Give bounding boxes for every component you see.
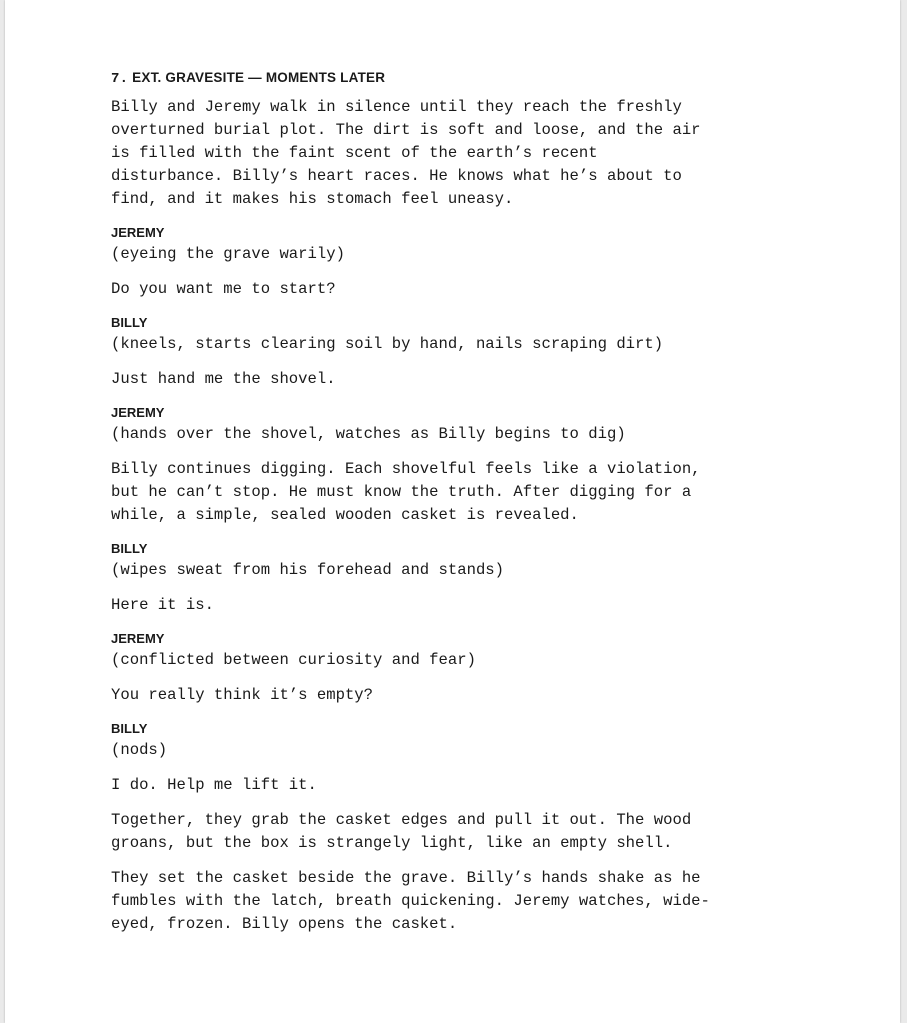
character-name: JEREMY: [111, 631, 165, 646]
screenplay-content: [111, 66, 791, 936]
dialogue-line: I do. Help me lift it.: [111, 776, 317, 794]
parenthetical: (eyeing the grave warily): [111, 245, 345, 263]
character-name: JEREMY: [111, 405, 165, 420]
action-text: Together, they grab the casket edges and pull it out. The wood groans, but the box is strangely light, like an empty shell.: [111, 811, 692, 852]
character-name: BILLY: [111, 315, 148, 330]
parenthetical: (nods): [111, 741, 168, 759]
action-paragraph: [111, 867, 791, 936]
action-text: They set the casket beside the grave. Billy’s hands shake as he fumbles with the latch, breath quickening. Jeremy watches, wide- eyed, frozen. Billy opens the casket.: [111, 869, 710, 933]
action-text: Billy and Jeremy walk in silence until they reach the freshly overturned burial plot. The dirt is soft and loose, and the air is filled with the faint scent of the earth’s recent disturbance. Billy’s heart races. He knows what he’s about to find, and it makes his stomach feel uneasy.: [111, 98, 701, 208]
action-paragraph: [111, 458, 791, 527]
parenthetical: (conflicted between curiosity and fear): [111, 651, 476, 669]
character-name: BILLY: [111, 541, 148, 556]
parenthetical: (hands over the shovel, watches as Billy begins to dig): [111, 425, 626, 443]
scene-number: 7.: [111, 71, 129, 87]
dialogue-line: Here it is.: [111, 596, 214, 614]
dialogue-line: You really think it’s empty?: [111, 686, 374, 704]
character-name: BILLY: [111, 721, 148, 736]
parenthetical: (kneels, starts clearing soil by hand, nails scraping dirt): [111, 335, 664, 353]
dialogue-line: Just hand me the shovel.: [111, 370, 336, 388]
scene-heading-text: EXT. GRAVESITE — MOMENTS LATER: [132, 70, 386, 85]
action-text: Billy continues digging. Each shovelful feels like a violation, but he can’t stop. He must know the truth. After digging for a while, a simple, sealed wooden casket is revealed.: [111, 460, 701, 524]
scene-heading: [111, 66, 791, 91]
parenthetical: (wipes sweat from his forehead and stands): [111, 561, 505, 579]
action-paragraph: [111, 809, 791, 855]
document-page: [5, 0, 900, 1023]
action-paragraph: [111, 96, 791, 211]
dialogue-line: Do you want me to start?: [111, 280, 336, 298]
character-name: JEREMY: [111, 225, 165, 240]
